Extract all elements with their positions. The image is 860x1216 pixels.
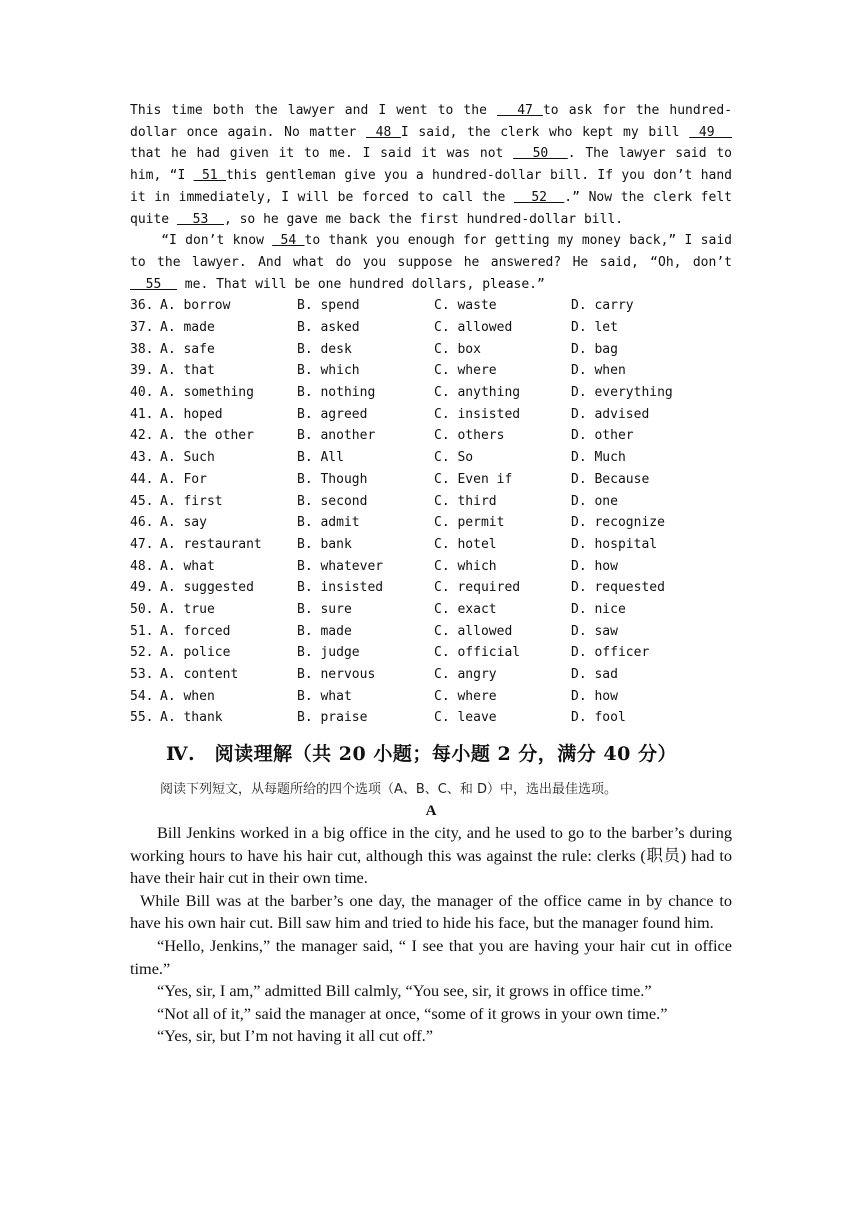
passage-paragraph: “Yes, sir, but I’m not having it all cut off.” xyxy=(157,1026,433,1046)
question-row xyxy=(130,295,732,317)
option-d: D. sad xyxy=(571,667,618,683)
question-number: 45. xyxy=(130,493,154,509)
question-number: 50. xyxy=(130,601,154,617)
question-number: 51. xyxy=(130,623,154,639)
option-c: C. third xyxy=(434,493,497,509)
option-a: A. suggested xyxy=(160,580,254,596)
option-b: B. desk xyxy=(297,341,352,357)
question-row xyxy=(130,642,732,664)
passage-paragraph: “Hello, Jenkins,” the manager said, “ I see that you are having your hair cut in office time.” xyxy=(130,936,732,978)
option-d: D. bag xyxy=(571,341,618,357)
option-d: D. nice xyxy=(571,601,626,617)
text-segment: to ask for the hundred-dollar once again. No matter xyxy=(130,103,733,140)
option-c: C. insisted xyxy=(434,406,521,422)
option-c: C. Even if xyxy=(434,471,513,487)
option-b: B. praise xyxy=(297,710,368,726)
option-d: D. requested xyxy=(571,580,665,596)
text-segment: me. That will be one hundred dollars, please.” xyxy=(176,276,545,292)
option-a: A. safe xyxy=(160,341,215,357)
question-row xyxy=(130,447,732,469)
option-d: D. let xyxy=(571,320,618,336)
blank-52: 52 xyxy=(514,189,565,205)
option-a: A. when xyxy=(160,688,215,704)
question-row xyxy=(130,664,732,686)
passage-paragraph: “Not all of it,” said the manager at once, “some of it grows in your own time.” xyxy=(157,1003,668,1023)
question-number: 37. xyxy=(130,320,154,336)
option-b: B. nothing xyxy=(297,385,376,401)
blank-49: 49 xyxy=(689,124,733,140)
question-number: 55. xyxy=(130,710,154,726)
option-b: B. judge xyxy=(297,645,360,661)
option-b: B. insisted xyxy=(297,580,384,596)
option-b: B. Though xyxy=(297,471,368,487)
option-a: A. Such xyxy=(160,450,215,466)
text-segment: I said, the clerk who kept my bill xyxy=(400,124,690,140)
option-a: A. forced xyxy=(160,623,231,639)
passage-paragraph: “Yes, sir, I am,” admitted Bill calmly, “You see, sir, it grows in office time.” xyxy=(157,981,652,1001)
option-b: B. made xyxy=(297,623,352,639)
option-c: C. official xyxy=(434,645,521,661)
option-a: A. content xyxy=(160,667,239,683)
option-c: C. allowed xyxy=(434,623,513,639)
option-d: D. Because xyxy=(571,471,650,487)
option-c: C. allowed xyxy=(434,320,513,336)
question-row xyxy=(130,491,732,513)
option-a: A. first xyxy=(160,493,223,509)
option-d: D. officer xyxy=(571,645,650,661)
option-c: C. hotel xyxy=(434,536,497,552)
option-b: B. what xyxy=(297,688,352,704)
option-a: A. that xyxy=(160,363,215,379)
option-d: D. everything xyxy=(571,385,673,401)
cloze-paragraph-2 xyxy=(130,230,732,295)
option-d: D. Much xyxy=(571,450,626,466)
text-segment: this gentleman give you a hundred-dollar bill. If you don’t hand it in immediately, I will be forced to call the xyxy=(130,168,733,205)
question-number: 44. xyxy=(130,471,154,487)
question-row xyxy=(130,425,732,447)
text-segment: . The lawyer said to him, “I xyxy=(130,146,732,184)
option-c: C. required xyxy=(434,580,521,596)
option-c: C. which xyxy=(434,558,497,574)
question-row xyxy=(130,360,732,382)
option-a: A. something xyxy=(160,385,254,401)
question-row xyxy=(130,339,732,361)
text-segment: “I don’t know xyxy=(161,233,273,249)
option-b: B. which xyxy=(297,363,360,379)
option-d: D. saw xyxy=(571,623,618,639)
question-row xyxy=(130,686,732,708)
blank-51: 51 xyxy=(193,168,226,184)
question-row xyxy=(130,382,732,404)
option-a: A. say xyxy=(160,515,207,531)
option-c: C. leave xyxy=(434,710,497,726)
question-row xyxy=(130,534,732,556)
blank-53: 53 xyxy=(176,211,224,227)
blank-48: 48 xyxy=(365,124,401,140)
option-b: B. asked xyxy=(297,320,360,336)
option-b: B. All xyxy=(297,450,344,466)
option-d: D. fool xyxy=(571,710,626,726)
answer-options-list xyxy=(130,295,732,729)
option-c: C. box xyxy=(434,341,481,357)
option-b: B. spend xyxy=(297,298,360,314)
option-c: C. exact xyxy=(434,601,497,617)
option-b: B. whatever xyxy=(297,558,384,574)
option-c: C. waste xyxy=(434,298,497,314)
option-d: D. how xyxy=(571,688,618,704)
option-b: B. agreed xyxy=(297,406,368,422)
passage-letter: A xyxy=(425,803,437,820)
option-c: C. So xyxy=(434,450,474,466)
question-number: 40. xyxy=(130,385,154,401)
question-row xyxy=(130,556,732,578)
passage-paragraph: While Bill was at the barber’s one day, the manager of the office came in by chance to have his own hair cut. Bill saw him and tried to hide his face, but the manager found him. xyxy=(130,890,732,933)
question-number: 47. xyxy=(130,536,154,552)
blank-55: 55 xyxy=(130,276,177,292)
option-c: C. where xyxy=(434,363,497,379)
option-a: A. For xyxy=(160,471,207,487)
option-a: A. police xyxy=(160,645,231,661)
blank-54: 54 xyxy=(272,233,305,249)
question-row xyxy=(130,512,732,534)
question-number: 54. xyxy=(130,688,154,704)
option-a: A. restaurant xyxy=(160,536,262,552)
question-number: 39. xyxy=(130,363,154,379)
option-d: D. carry xyxy=(571,298,634,314)
option-a: A. what xyxy=(160,558,215,574)
question-number: 49. xyxy=(130,580,154,596)
question-number: 41. xyxy=(130,406,154,422)
option-b: B. another xyxy=(297,428,376,444)
question-row xyxy=(130,577,732,599)
question-row xyxy=(130,621,732,643)
option-c: C. angry xyxy=(434,667,497,683)
option-d: D. how xyxy=(571,558,618,574)
option-b: B. sure xyxy=(297,601,352,617)
text-segment: that he had given it to me. I said it was not xyxy=(130,146,514,162)
question-number: 46. xyxy=(130,515,154,531)
option-b: B. bank xyxy=(297,536,352,552)
question-number: 43. xyxy=(130,450,154,466)
question-row xyxy=(130,469,732,491)
question-row xyxy=(130,317,732,339)
passage-a xyxy=(130,822,732,1048)
exam-page xyxy=(130,100,732,1048)
text-segment: , so he gave me back the first hundred-dollar bill. xyxy=(223,211,624,227)
option-b: B. nervous xyxy=(297,667,376,683)
option-d: D. hospital xyxy=(571,536,658,552)
section-instruction: 阅读下列短文，从每题所给的四个选项（A、B、C、和 D）中，选出最佳选项。 xyxy=(160,782,618,798)
option-d: D. one xyxy=(571,493,618,509)
question-number: 48. xyxy=(130,558,154,574)
option-a: A. borrow xyxy=(160,298,231,314)
option-d: D. other xyxy=(571,428,634,444)
option-c: C. anything xyxy=(434,385,521,401)
option-d: D. when xyxy=(571,363,626,379)
option-c: C. others xyxy=(434,428,505,444)
question-row xyxy=(130,707,732,729)
text-segment: .” Now the clerk felt quite xyxy=(130,189,732,227)
option-a: A. made xyxy=(160,320,215,336)
question-number: 38. xyxy=(130,341,154,357)
text-segment: This time both the lawyer and I went to the xyxy=(130,103,498,118)
option-a: A. true xyxy=(160,601,215,617)
option-a: A. thank xyxy=(160,710,223,726)
option-d: D. recognize xyxy=(571,515,665,531)
option-a: A. the other xyxy=(160,428,254,444)
question-number: 52. xyxy=(130,645,154,661)
option-c: C. permit xyxy=(434,515,505,531)
question-row xyxy=(130,404,732,426)
question-number: 53. xyxy=(130,667,154,683)
cloze-paragraph-1 xyxy=(130,100,732,230)
option-d: D. advised xyxy=(571,406,650,422)
option-b: B. second xyxy=(297,493,368,509)
option-a: A. hoped xyxy=(160,406,223,422)
question-number: 36. xyxy=(130,298,154,314)
passage-paragraph: Bill Jenkins worked in a big office in the city, and he used to go to the barber’s during working hours to have his hair cut, although this was against the rule: clerks (职员) had to have their hair cut in their own time. xyxy=(130,823,732,888)
blank-47: 47 xyxy=(497,103,543,118)
section-heading: Ⅳ. 阅读理解（共 20 小题；每小题 2 分，满分 40 分） xyxy=(166,743,677,766)
text-segment: to thank you enough for getting my money back,” I said to the lawyer. And what do you suppose he answered? He said, “Oh, don’t xyxy=(130,233,732,270)
blank-50: 50 xyxy=(513,146,568,162)
option-c: C. where xyxy=(434,688,497,704)
question-row xyxy=(130,599,732,621)
option-b: B. admit xyxy=(297,515,360,531)
question-number: 42. xyxy=(130,428,154,444)
